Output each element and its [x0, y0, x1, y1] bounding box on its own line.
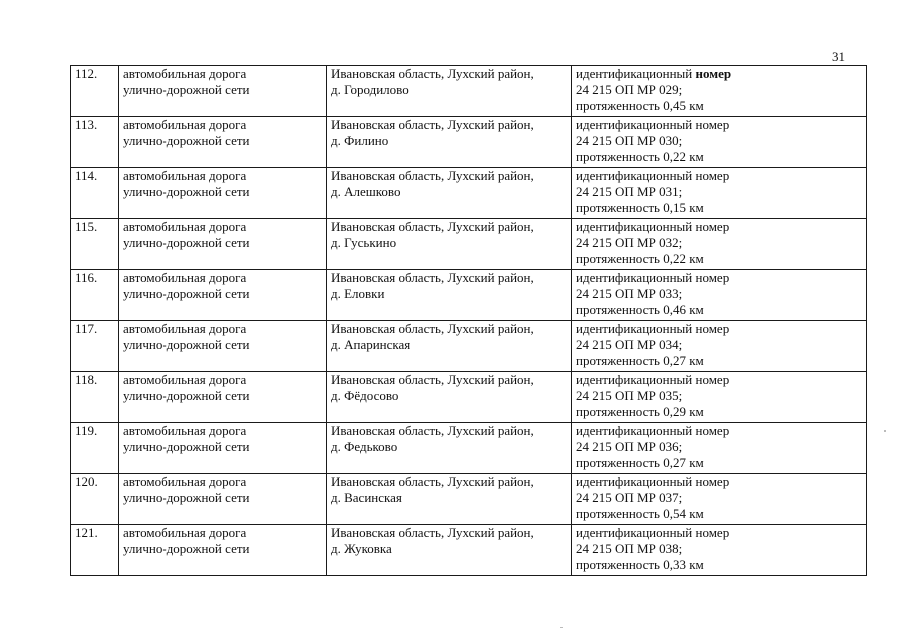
road-type-line-1: автомобильная дорога — [123, 219, 247, 234]
scan-speck — [560, 627, 563, 628]
identification-number: 24 215 ОП МР 037; — [576, 490, 683, 505]
road-type-line-2: улично-дорожной сети — [123, 82, 250, 97]
road-location — [327, 66, 572, 117]
road-type — [119, 423, 327, 474]
table-row — [71, 168, 867, 219]
road-type — [119, 474, 327, 525]
road-type-line-1: автомобильная дорога — [123, 66, 247, 81]
road-location — [327, 372, 572, 423]
identification-number: 24 215 ОП МР 032; — [576, 235, 683, 250]
location-region: Ивановская область, Лухский район, — [331, 66, 534, 81]
road-length: протяженность 0,27 км — [576, 455, 704, 470]
road-type — [119, 270, 327, 321]
identification-label — [576, 372, 862, 388]
identification-label — [576, 66, 862, 82]
road-identification — [572, 66, 867, 117]
road-length: протяженность 0,22 км — [576, 251, 704, 266]
identification-word: идентификационный — [576, 270, 693, 285]
road-identification — [572, 117, 867, 168]
road-length: протяженность 0,27 км — [576, 353, 704, 368]
identification-word: идентификационный — [576, 168, 693, 183]
identification-number: 24 215 ОП МР 029; — [576, 82, 683, 97]
number-word: номер — [695, 372, 730, 387]
road-type-line-2: улично-дорожной сети — [123, 184, 250, 199]
row-number: 117. — [71, 321, 119, 372]
road-type — [119, 117, 327, 168]
identification-word: идентификационный — [576, 321, 693, 336]
road-type — [119, 219, 327, 270]
identification-number: 24 215 ОП МР 033; — [576, 286, 683, 301]
identification-word: идентификационный — [576, 66, 693, 81]
road-type — [119, 321, 327, 372]
road-type — [119, 66, 327, 117]
table-row — [71, 423, 867, 474]
location-region: Ивановская область, Лухский район, — [331, 219, 534, 234]
identification-word: идентификационный — [576, 372, 693, 387]
road-type-line-2: улично-дорожной сети — [123, 235, 250, 250]
location-village: д. Васинская — [331, 490, 402, 505]
road-length: протяженность 0,46 км — [576, 302, 704, 317]
road-location — [327, 321, 572, 372]
road-type-line-2: улично-дорожной сети — [123, 439, 250, 454]
location-village: д. Фёдосово — [331, 388, 399, 403]
row-number: 115. — [71, 219, 119, 270]
number-word: номер — [695, 423, 730, 438]
location-village: д. Гуськино — [331, 235, 397, 250]
number-word: номер — [695, 321, 730, 336]
row-number: 112. — [71, 66, 119, 117]
identification-number: 24 215 ОП МР 036; — [576, 439, 683, 454]
road-length: протяженность 0,54 км — [576, 506, 704, 521]
location-region: Ивановская область, Лухский район, — [331, 270, 534, 285]
number-word: номер — [695, 525, 730, 540]
road-type-line-2: улично-дорожной сети — [123, 388, 250, 403]
location-village: д. Городилово — [331, 82, 409, 97]
road-location — [327, 423, 572, 474]
table-row — [71, 321, 867, 372]
road-type-line-2: улично-дорожной сети — [123, 541, 250, 556]
road-identification — [572, 525, 867, 576]
identification-word: идентификационный — [576, 525, 693, 540]
road-identification — [572, 321, 867, 372]
row-number: 116. — [71, 270, 119, 321]
identification-label — [576, 423, 862, 439]
road-length: протяженность 0,15 км — [576, 200, 704, 215]
location-region: Ивановская область, Лухский район, — [331, 321, 534, 336]
location-region: Ивановская область, Лухский район, — [331, 525, 534, 540]
identification-number: 24 215 ОП МР 031; — [576, 184, 683, 199]
location-region: Ивановская область, Лухский район, — [331, 168, 534, 183]
identification-word: идентификационный — [576, 117, 693, 132]
road-length: протяженность 0,33 км — [576, 557, 704, 572]
scan-speck — [884, 430, 886, 432]
number-word: номер — [695, 66, 732, 81]
location-region: Ивановская область, Лухский район, — [331, 372, 534, 387]
table-row — [71, 474, 867, 525]
location-village: д. Жуковка — [331, 541, 392, 556]
table-row — [71, 372, 867, 423]
road-location — [327, 474, 572, 525]
road-length: протяженность 0,45 км — [576, 98, 704, 113]
road-length: протяженность 0,29 км — [576, 404, 704, 419]
location-village: д. Филино — [331, 133, 389, 148]
row-number: 121. — [71, 525, 119, 576]
road-type — [119, 525, 327, 576]
road-identification — [572, 372, 867, 423]
row-number: 119. — [71, 423, 119, 474]
row-number: 120. — [71, 474, 119, 525]
identification-number: 24 215 ОП МР 035; — [576, 388, 683, 403]
road-location — [327, 117, 572, 168]
location-village: д. Федьково — [331, 439, 398, 454]
road-type-line-1: автомобильная дорога — [123, 525, 247, 540]
road-identification — [572, 270, 867, 321]
road-type-line-1: автомобильная дорога — [123, 117, 247, 132]
location-village: д. Еловки — [331, 286, 385, 301]
page-number: 31 — [832, 49, 845, 64]
road-identification — [572, 423, 867, 474]
road-type-line-2: улично-дорожной сети — [123, 133, 250, 148]
road-type — [119, 168, 327, 219]
table-row — [71, 66, 867, 117]
location-region: Ивановская область, Лухский район, — [331, 474, 534, 489]
row-number: 114. — [71, 168, 119, 219]
identification-label — [576, 474, 862, 490]
road-location — [327, 525, 572, 576]
location-region: Ивановская область, Лухский район, — [331, 423, 534, 438]
identification-word: идентификационный — [576, 423, 693, 438]
identification-number: 24 215 ОП МР 034; — [576, 337, 683, 352]
road-type-line-2: улично-дорожной сети — [123, 490, 250, 505]
table-row — [71, 219, 867, 270]
identification-number: 24 215 ОП МР 030; — [576, 133, 683, 148]
roads-table — [70, 65, 867, 576]
number-word: номер — [695, 219, 730, 234]
road-location — [327, 270, 572, 321]
road-identification — [572, 168, 867, 219]
roads-table-body — [71, 66, 867, 576]
road-length: протяженность 0,22 км — [576, 149, 704, 164]
row-number: 113. — [71, 117, 119, 168]
identification-label — [576, 168, 862, 184]
table-row — [71, 117, 867, 168]
number-word: номер — [695, 270, 730, 285]
road-location — [327, 219, 572, 270]
location-village: д. Апаринская — [331, 337, 411, 352]
table-row — [71, 525, 867, 576]
identification-label — [576, 117, 862, 133]
identification-label — [576, 525, 862, 541]
road-type-line-1: автомобильная дорога — [123, 423, 247, 438]
identification-label — [576, 219, 862, 235]
row-number: 118. — [71, 372, 119, 423]
road-type — [119, 372, 327, 423]
road-type-line-1: автомобильная дорога — [123, 168, 247, 183]
identification-label — [576, 321, 862, 337]
location-village: д. Алешково — [331, 184, 401, 199]
identification-number: 24 215 ОП МР 038; — [576, 541, 683, 556]
number-word: номер — [695, 117, 730, 132]
identification-word: идентификационный — [576, 474, 693, 489]
road-type-line-2: улично-дорожной сети — [123, 286, 250, 301]
table-row — [71, 270, 867, 321]
location-region: Ивановская область, Лухский район, — [331, 117, 534, 132]
identification-label — [576, 270, 862, 286]
number-word: номер — [695, 168, 730, 183]
number-word: номер — [695, 474, 730, 489]
road-identification — [572, 474, 867, 525]
road-type-line-1: автомобильная дорога — [123, 321, 247, 336]
road-identification — [572, 219, 867, 270]
road-location — [327, 168, 572, 219]
road-type-line-1: автомобильная дорога — [123, 474, 247, 489]
road-type-line-1: автомобильная дорога — [123, 270, 247, 285]
road-type-line-2: улично-дорожной сети — [123, 337, 250, 352]
road-type-line-1: автомобильная дорога — [123, 372, 247, 387]
identification-word: идентификационный — [576, 219, 693, 234]
